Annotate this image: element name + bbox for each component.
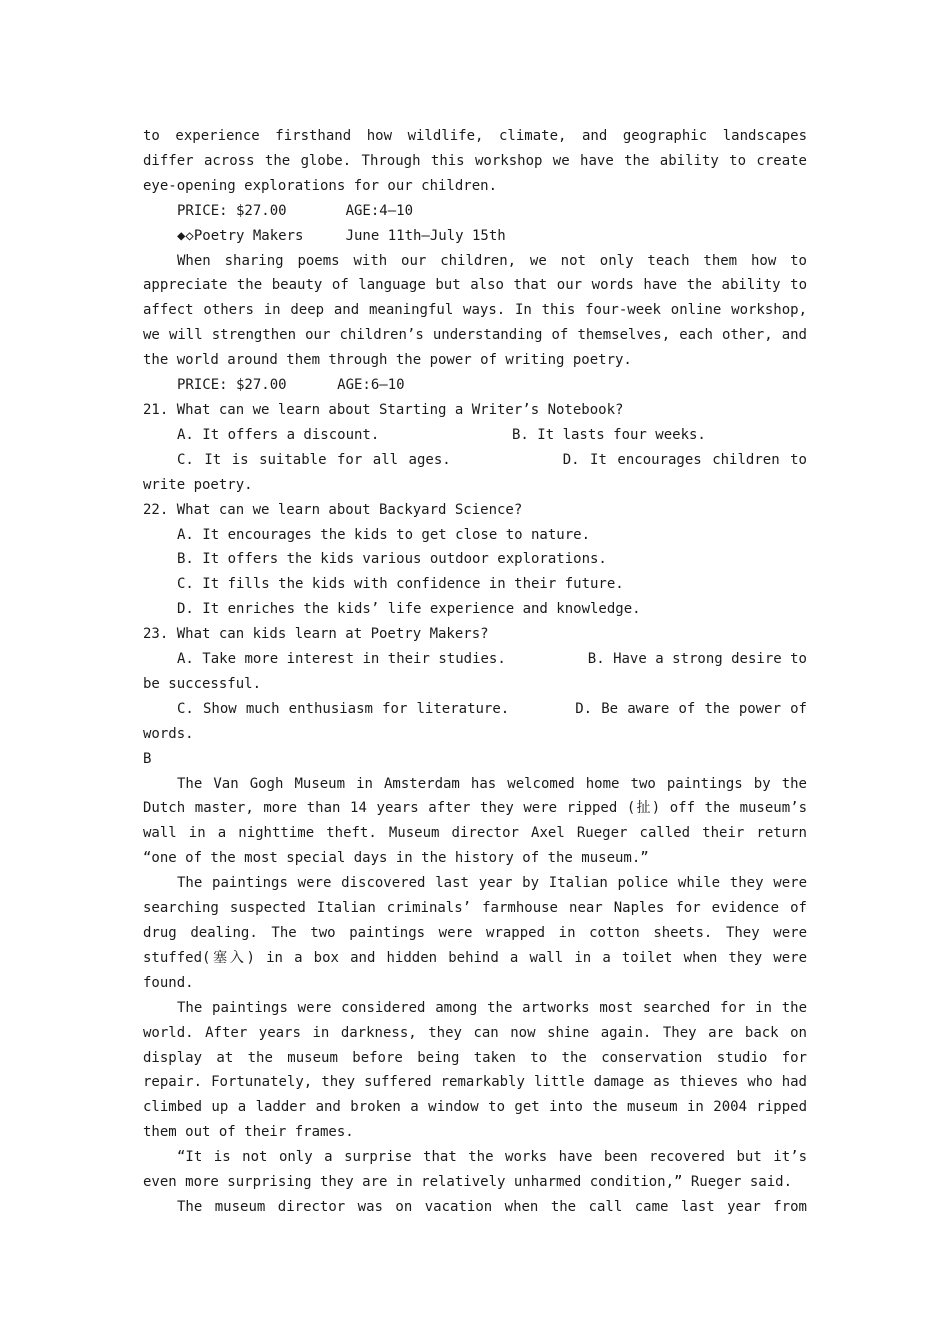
option-b: B. It offers the kids various outdoor explorations. bbox=[177, 551, 607, 568]
passage-paragraph: The museum director was on vacation when the call came last year from bbox=[177, 1198, 807, 1215]
price-age-line: PRICE: $27.00 AGE:6—10 bbox=[177, 377, 405, 394]
poetry-makers-description: When sharing poems with our children, we not only teach them how to appreciate the beauty of language but also that our words have the ability to affect others in deep and meaningful ways. In this four-week online workshop, we will strengthen our children’s understanding of themselves, each other, and the world around them through the power of writing poetry. bbox=[143, 252, 807, 369]
question-stem: 21. What can we learn about Starting a Writer’s Notebook? bbox=[143, 401, 624, 418]
price-age-line: PRICE: $27.00 AGE:4—10 bbox=[177, 202, 414, 219]
option-c: C. It fills the kids with confidence in their future. bbox=[177, 576, 624, 593]
option-a: A. It offers a discount. bbox=[177, 426, 380, 443]
option-row bbox=[143, 697, 807, 747]
section-letter: B bbox=[143, 750, 152, 767]
passage-paragraph: The paintings were discovered last year by Italian police while they were searching suspected Italian criminals’ farmhouse near Naples for evidence of drug dealing. The two paintings were wrapped in cotton sheets. They were stuffed(塞入) in a box and hidden behind a wall in a toilet when they were found. bbox=[143, 875, 807, 991]
option-c: C. Show much enthusiasm for literature. bbox=[177, 700, 510, 717]
passage-paragraph: The Van Gogh Museum in Amsterdam has welcomed home two paintings by the Dutch master, more than 14 years after they were ripped (扯) off the museum’s wall in a nighttime theft. Museum director Axel Rueger called their return “one of the most special days in the history of the museum.” bbox=[143, 775, 807, 867]
poetry-makers-heading: ◆◇Poetry Makers June 11th—July 15th bbox=[177, 227, 506, 244]
option-c: C. It is suitable for all ages. bbox=[177, 451, 451, 468]
document-page bbox=[143, 124, 807, 1220]
option-row bbox=[143, 647, 807, 697]
option-row bbox=[143, 448, 807, 498]
option-b: B. It lasts four weeks. bbox=[512, 426, 706, 443]
option-row bbox=[143, 423, 807, 448]
passage-paragraph: The paintings were considered among the artworks most searched for in the world. After years in darkness, they can now shine again. They are back on display at the museum before being taken to the conservation studio for repair. Fortunately, they suffered remarkably little damage as thieves who had climbed up a ladder and broken a window to get into the museum in 2004 ripped them out of their frames. bbox=[143, 999, 807, 1141]
option-d: D. It encourages children to write poetry. bbox=[143, 451, 807, 493]
option-b: B. Have a strong desire to be successful. bbox=[143, 651, 807, 692]
question-stem: 23. What can kids learn at Poetry Makers? bbox=[143, 626, 489, 643]
intro-continuation: to experience firsthand how wildlife, climate, and geographic landscapes differ across the globe. Through this workshop we have the ability to create eye-opening explorations for our children. bbox=[143, 128, 807, 194]
option-d: D. It enriches the kids’ life experience and knowledge. bbox=[177, 601, 641, 618]
question-stem: 22. What can we learn about Backyard Science? bbox=[143, 501, 523, 518]
option-a: A. It encourages the kids to get close to nature. bbox=[177, 526, 591, 543]
option-a: A. Take more interest in their studies. bbox=[177, 651, 506, 668]
passage-paragraph: “It is not only a surprise that the works have been recovered but it’s even more surprising they are in relatively unharmed condition,” Rueger said. bbox=[143, 1149, 807, 1191]
option-d: D. Be aware of the power of words. bbox=[143, 700, 807, 742]
